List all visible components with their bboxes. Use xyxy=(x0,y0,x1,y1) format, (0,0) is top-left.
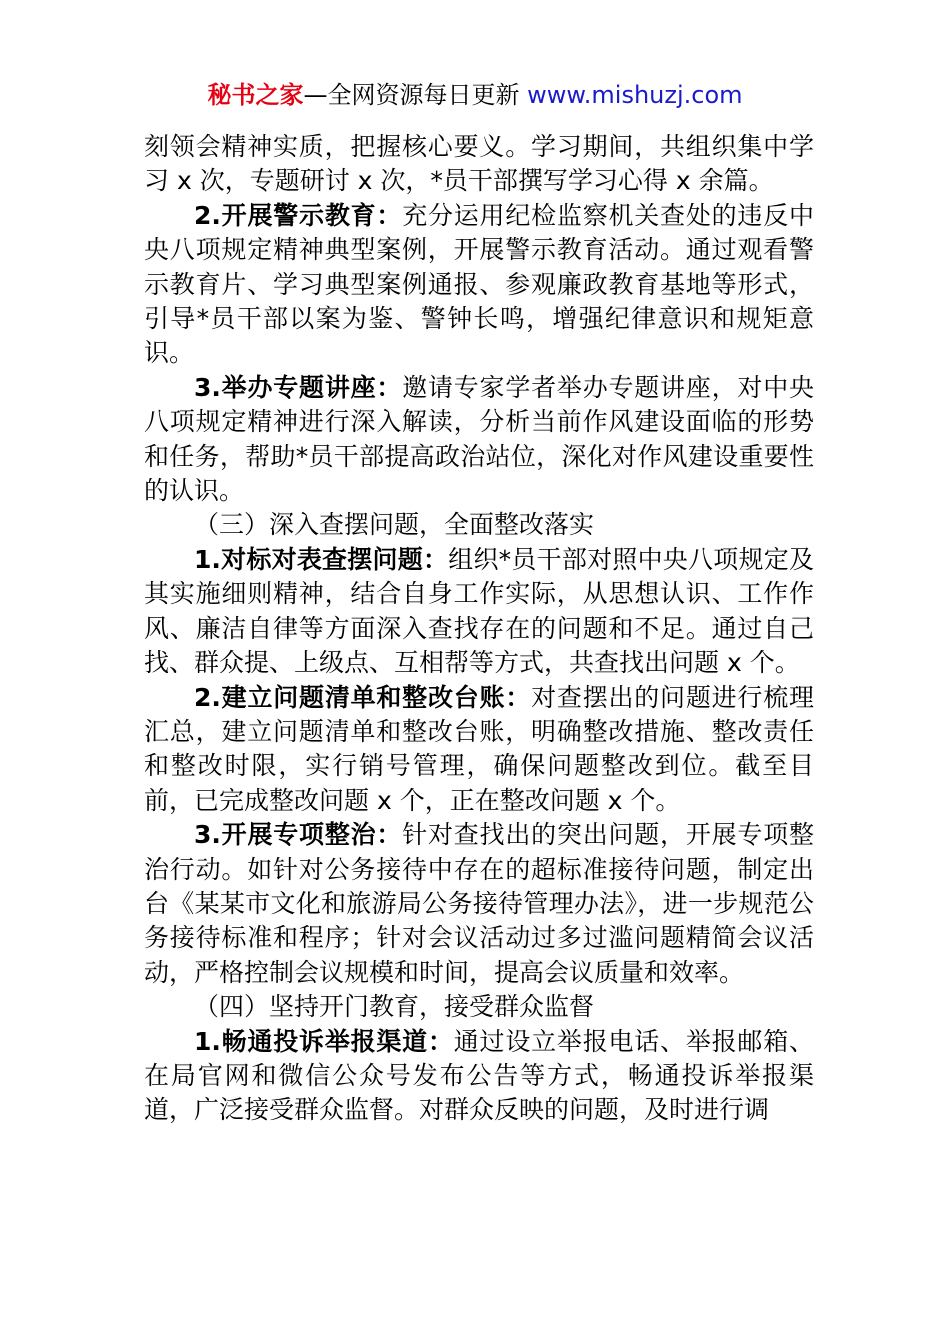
paragraph-text: 对查摆出的问题进行梳理汇总，建立问题清单和整改台账，明确整改措施、整改责任和整改时限，实行销号管理，确保问题整改到位。截至目前，已完成整改问题 x 个，正在整改问题 x 个。 xyxy=(144,682,814,815)
paragraph-lead: 2.建立问题清单和整改台账： xyxy=(194,682,532,712)
paragraph-lead: 2.开展警示教育： xyxy=(194,200,403,230)
site-url: www.mishuzj.com xyxy=(527,81,743,109)
site-brand: 秘书之家 xyxy=(207,81,304,109)
paragraph-continuation xyxy=(144,130,814,199)
paragraph-problem-list xyxy=(144,681,814,819)
paragraph-special-rectification xyxy=(144,818,814,990)
paragraph-text: （四）坚持开门教育，接受群众监督 xyxy=(194,992,595,1022)
paragraph-text: 邀请专家学者举办专题讲座，对中央八项规定精神进行深入解读，分析当前作风建设面临的形势和任务，帮助*员干部提高政治站位，深化对作风建设重要性的认识。 xyxy=(144,372,814,506)
paragraph-text: 针对查找出的突出问题，开展专项整治行动。如针对公务接待中存在的超标准接待问题，制定出台《某某市文化和旅游局公务接待管理办法》，进一步规范公务接待标准和程序；针对会议活动过多过滥问题精简会议活动，严格控制会议规模和时间，提高会议质量和效率。 xyxy=(144,820,814,987)
paragraph-complaint-channels xyxy=(144,1025,814,1128)
paragraph-lead: 3.举办专题讲座： xyxy=(194,372,403,402)
paragraph-lead: 1.畅通投诉举报渠道： xyxy=(194,1026,454,1056)
paragraph-lead: 1.对标对表查摆问题： xyxy=(194,544,449,574)
paragraph-text: 刻领会精神实质，把握核心要义。学习期间，共组织集中学习 x 次，专题研讨 x 次，*员干部撰写学习心得 x 余篇。 xyxy=(144,132,814,196)
paragraph-warning-education xyxy=(144,199,814,371)
paragraph-special-lecture xyxy=(144,371,814,509)
paragraph-lead: 3.开展专项整治： xyxy=(194,820,403,850)
site-tagline: —全网资源每日更新 xyxy=(303,81,528,109)
paragraph-text: 组织*员干部对照中央八项规定及其实施细则精神，结合自身工作实际，从思想认识、工作作风、廉洁自律等方面深入查找存在的问题和不足。通过自己找、群众提、上级点、互相帮等方式，共查找出问题 x 个。 xyxy=(144,544,814,678)
paragraph-text: （三）深入查摆问题，全面整改落实 xyxy=(194,510,595,540)
paragraph-text: 通过设立举报电话、举报邮箱、在局官网和微信公众号发布公告等方式，畅通投诉举报渠道，广泛接受群众监督。对群众反映的问题，及时进行调 xyxy=(144,1026,814,1125)
section-heading-four xyxy=(144,990,814,1024)
paragraph-find-problems xyxy=(144,543,814,681)
section-heading-three xyxy=(144,508,814,542)
page-header xyxy=(0,78,950,112)
paragraph-text: 充分运用纪检监察机关查处的违反中央八项规定精神典型案例，开展警示教育活动。通过观看警示教育片、学习典型案例通报、参观廉政教育基地等形式，引导*员干部以案为鉴、警钟长鸣，增强纪律意识和规矩意识。 xyxy=(144,200,814,368)
document-body xyxy=(144,130,814,1128)
